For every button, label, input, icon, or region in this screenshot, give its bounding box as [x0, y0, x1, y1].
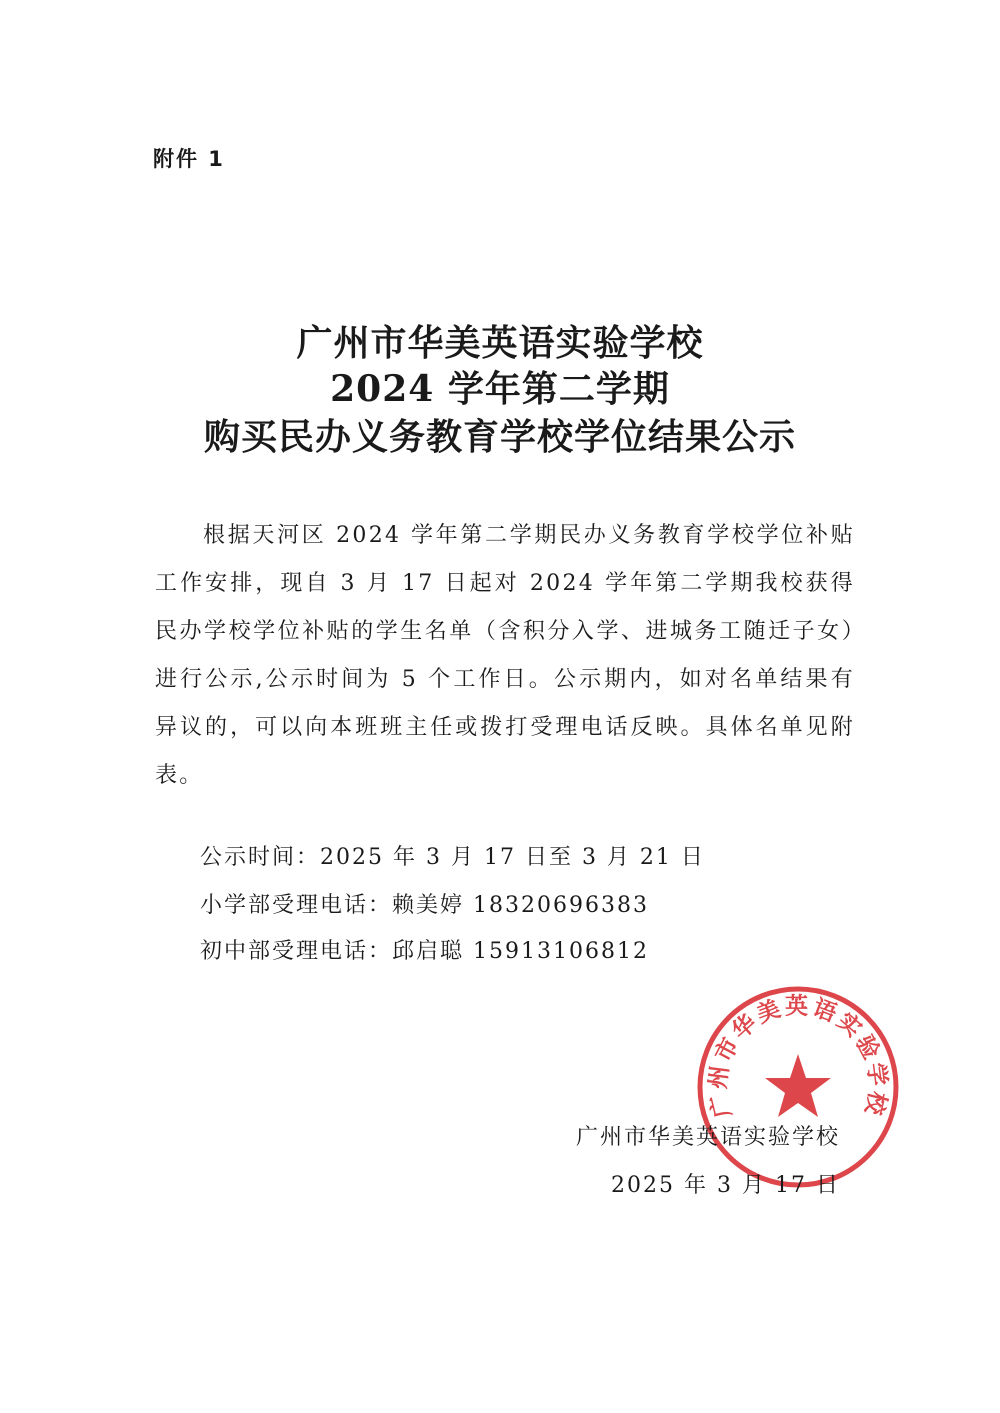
notice-body	[155, 512, 855, 800]
svg-text:广州市华美英语实验学校: 广州市华美英语实验学校	[704, 992, 892, 1121]
official-seal-icon	[693, 982, 903, 1192]
signature-school: 广州市华美英语实验学校	[575, 1125, 840, 1150]
primary-school-contact: 小学部受理电话：赖美婷 18320696383	[200, 893, 649, 918]
title-line-1: 广州市华美英语实验学校	[296, 322, 704, 364]
title-line-2: 2024 学年第二学期	[330, 368, 670, 410]
title-line-3: 购买民办义务教育学校学位结果公示	[203, 416, 796, 458]
signature-date: 2025 年 3 月 17 日	[611, 1173, 840, 1198]
notice-period: 公示时间：2025 年 3 月 17 日至 3 月 21 日	[200, 845, 705, 870]
attachment-label: 附件 1	[153, 147, 225, 171]
notice-paragraph: 根据天河区 2024 学年第二学期民办义务教育学校学位补贴工作安排，现自 3 月 17 日起对 2024 学年第二学期我校获得民办学校学位补贴的学生名单（含积分入学、进城务工随迁子女）进行公示,公示时间为 5 个工作日。公示期内，如对名单结果有异议的，可以向本班班主任或拨打受理电话反映。具体名单见附表。	[155, 523, 855, 788]
middle-school-contact: 初中部受理电话：邱启聪 15913106812	[200, 939, 649, 964]
